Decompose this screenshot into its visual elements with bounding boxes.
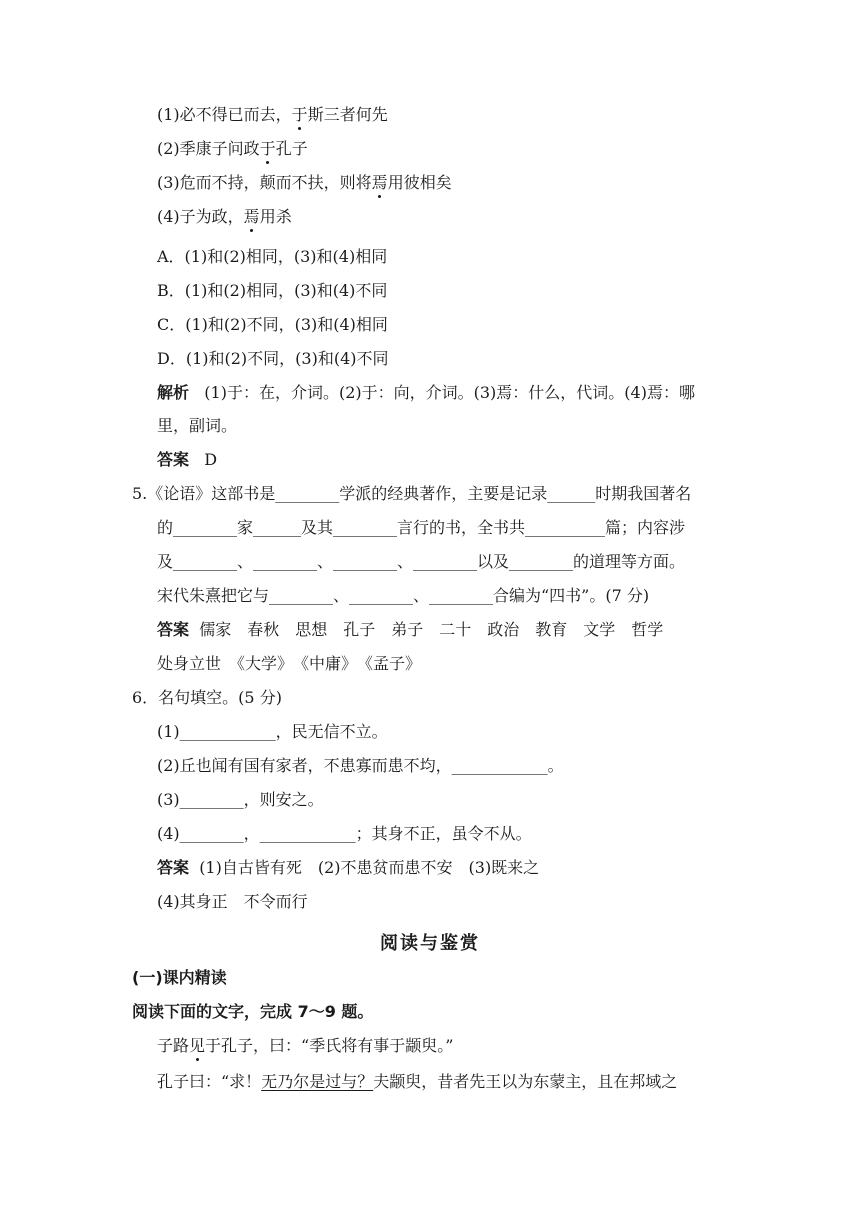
emphasis-dot-char: 见 xyxy=(189,1036,206,1055)
emphasis-dot-char: 焉 xyxy=(243,207,260,226)
q5-answer: 答案 儒家 春秋 思想 孔子 弟子 二十 政治 教育 文学 哲学 xyxy=(157,620,664,639)
analysis-label: 解析 xyxy=(157,383,190,402)
q6-item-3: (3)________，则安之。 xyxy=(157,790,324,809)
answer-label: 答案 xyxy=(157,450,190,469)
q4-item-1: (1)必不得已而去，于斯三者何先 xyxy=(157,105,388,124)
option-a: A．(1)和(2)相同，(3)和(4)相同 xyxy=(157,247,388,266)
q5-line-1: 5.《论语》这部书是________学派的经典著作，主要是记录______时期我国著名 xyxy=(132,484,692,503)
reading-instruction: 阅读下面的文字，完成 7～9 题。 xyxy=(132,1002,374,1021)
option-b: B．(1)和(2)相同，(3)和(4)不同 xyxy=(157,281,388,300)
q5-line-2: 的________家______及其________言行的书，全书共__________篇；内容涉 xyxy=(157,518,686,537)
q6-item-2: (2)丘也闻有国有家者，不患寡而患不均，____________。 xyxy=(157,756,564,775)
emphasis-dot-char: 于 xyxy=(291,105,308,124)
underlined-sentence: 无乃尔是过与？ xyxy=(261,1072,374,1091)
option-c: C．(1)和(2)不同，(3)和(4)相同 xyxy=(157,315,388,334)
q4-item-3: (3)危而不持，颠而不扶，则将焉用彼相矣 xyxy=(157,173,452,192)
q4-analysis: 解析 (1)于：在，介词。(2)于：向，介词。(3)焉：什么，代词。(4)焉：哪 xyxy=(157,383,695,402)
q4-analysis-cont: 里，副词。 xyxy=(157,416,238,435)
q5-line-3: 及________、________、________、________以及________的道理等方面。 xyxy=(157,552,686,571)
q6-item-4: (4)________，____________；其身不正，虽令不从。 xyxy=(157,824,532,843)
q4-answer: 答案 D xyxy=(157,450,218,469)
passage-paragraph-1: 子路见于孔子，曰：“季氏将有事于颛臾。” xyxy=(157,1036,454,1055)
section-subheading: (一)课内精读 xyxy=(132,968,227,987)
q6-answer: 答案 (1)自古皆有死 (2)不患贫而患不安 (3)既来之 xyxy=(157,858,540,877)
q6-item-1: (1)____________，民无信不立。 xyxy=(157,722,388,741)
option-d: D．(1)和(2)不同，(3)和(4)不同 xyxy=(157,349,389,368)
q6-title: 6．名句填空。(5 分) xyxy=(132,688,282,707)
emphasis-dot-char: 于 xyxy=(259,139,276,158)
passage-paragraph-2: 孔子曰：“求！无乃尔是过与？夫颛臾，昔者先王以为东蒙主，且在邦域之 xyxy=(157,1072,678,1091)
q5-line-4: 宋代朱熹把它与________、________、________合编为“四书”。(7 分) xyxy=(157,586,650,605)
q5-answer-cont: 处身立世 《大学》 《中庸》 《孟子》 xyxy=(157,654,422,673)
emphasis-dot-char: 焉 xyxy=(371,173,388,192)
q4-item-4: (4)子为政，焉用杀 xyxy=(157,207,292,226)
q6-answer-cont: (4)其身正 不令而行 xyxy=(157,892,308,911)
q4-item-2: (2)季康子问政于孔子 xyxy=(157,139,308,158)
answer-label: 答案 xyxy=(157,620,190,639)
answer-label: 答案 xyxy=(157,858,190,877)
section-heading: 阅读与鉴赏 xyxy=(380,933,480,954)
